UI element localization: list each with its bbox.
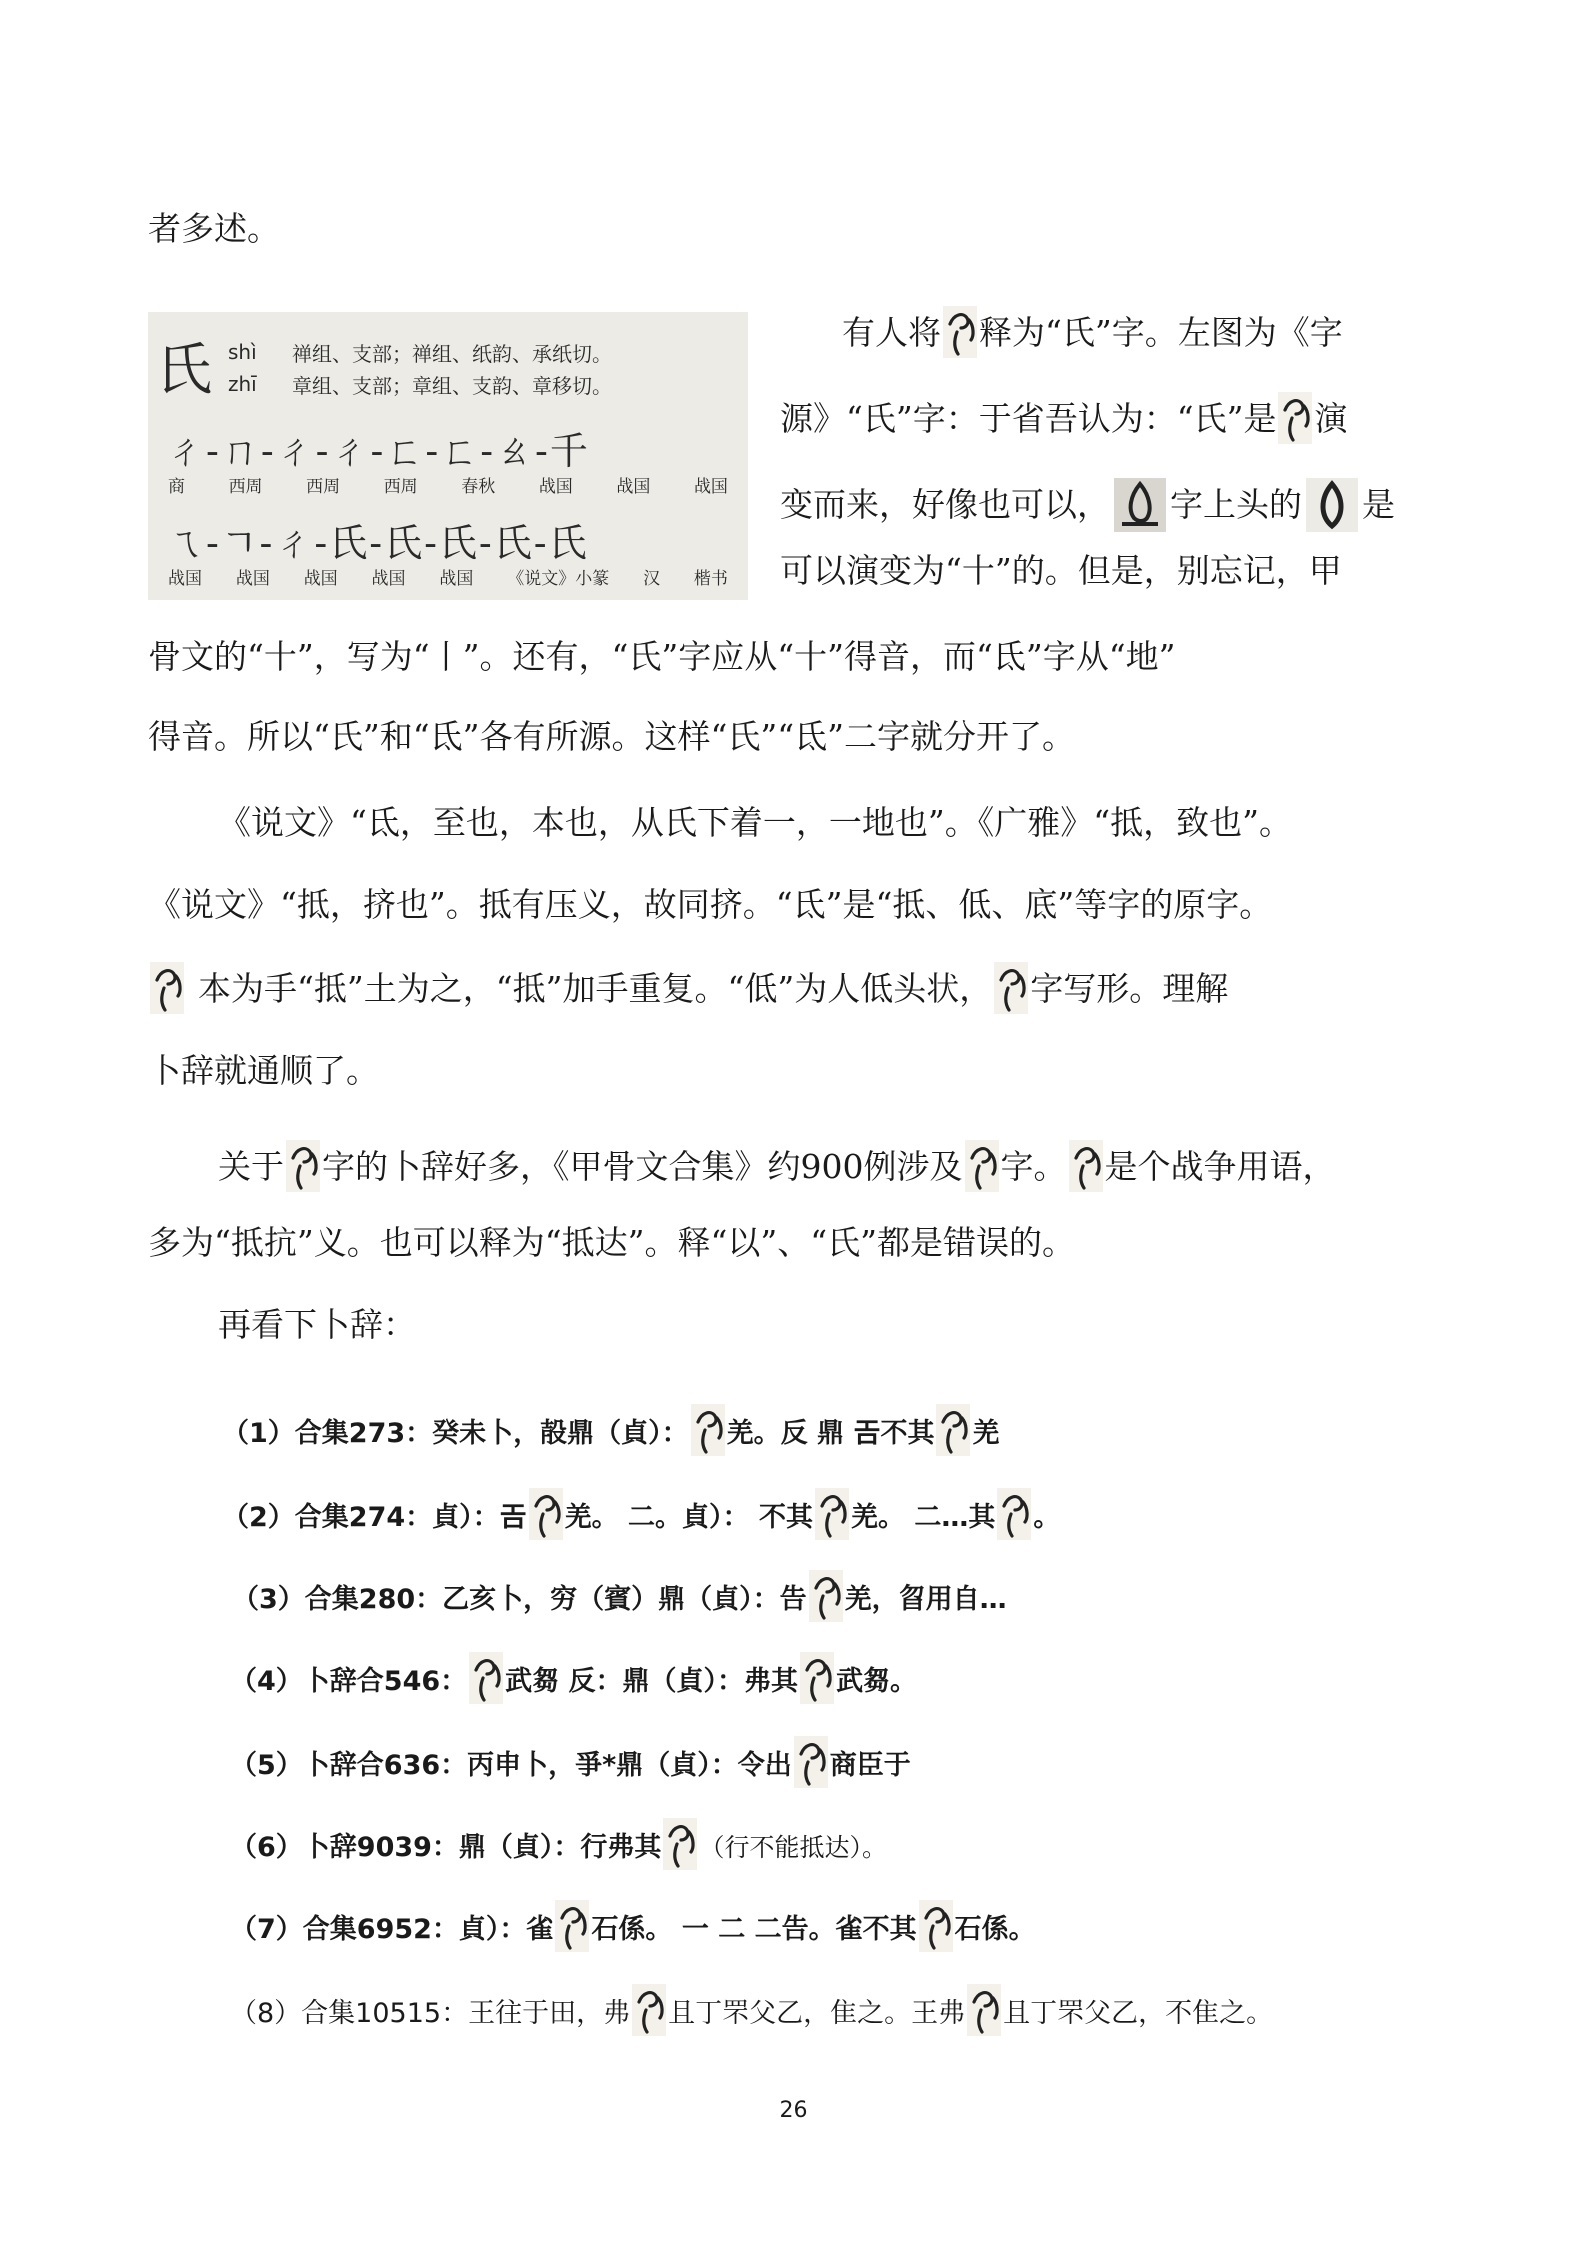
oracle-glyph-icon	[919, 1900, 953, 1952]
oracle-glyph-icon	[815, 1488, 849, 1540]
p3-line-1	[148, 1124, 1438, 1210]
top-line: 者多述。	[148, 209, 280, 248]
example-5	[230, 1736, 911, 1788]
p2-line-1: 《说文》“氐，至也，本也，从氏下着一，一地也”。《广雅》“抵，致也”。	[218, 803, 1292, 842]
p1-line-2	[780, 376, 1438, 462]
text: （6）卜辞9039：鼎（貞）：行弗其	[230, 1832, 662, 1863]
p1-line-1	[780, 290, 1438, 376]
figure-definition-1: 禅组、支部；禅组、纸韵、承纸切。	[292, 342, 612, 366]
oracle-glyph-icon	[936, 1404, 970, 1456]
text: 字的卜辞好多，《甲骨文合集》约900例涉及	[322, 1147, 963, 1186]
text: （行不能抵达）。	[699, 1833, 887, 1862]
text: 字写形。理解	[1030, 969, 1229, 1008]
figure-label: 战国	[235, 569, 270, 589]
text: 羌。反 鼎 𢀛不其	[726, 1418, 935, 1449]
example-1	[222, 1404, 999, 1456]
text: 羌。 二…其	[850, 1502, 996, 1533]
oracle-glyph-icon	[809, 1570, 843, 1622]
figure-label: 战国	[616, 477, 651, 497]
figure-pinyin-1: shì	[228, 340, 257, 364]
text: 商臣于	[829, 1750, 911, 1781]
p2-line-3	[148, 946, 1438, 1032]
oracle-glyph-icon	[1278, 392, 1312, 444]
example-2	[222, 1488, 1060, 1540]
text: 且丁罘父乙，隹之。王弗	[668, 1998, 966, 2029]
p1-line-5: 骨文的“十”，写为“丨”。还有，“氏”字应从“十”得音，而“氐”字从“地”	[148, 637, 1176, 676]
text: 释为“氏”字。左图为《字	[979, 313, 1343, 352]
figure-glyph-row-1: ㄔ-ㄇ-ㄔ-ㄔ-ㄈ-ㄈ-ㄠ-千	[166, 429, 590, 473]
oracle-glyph-icon	[632, 1984, 666, 2036]
text: 羌。 二。貞）： 不其	[564, 1502, 813, 1533]
figure-label: 战国	[371, 569, 406, 589]
oracle-glyph-icon	[529, 1488, 563, 1540]
figure-label: 楷书	[693, 569, 728, 589]
page-number: 26	[779, 2098, 808, 2123]
text: 石係。	[954, 1914, 1036, 1945]
text: 关于	[218, 1147, 284, 1186]
character-origin-figure	[148, 312, 748, 600]
figure-label: 商	[168, 477, 185, 497]
oracle-glyph-icon	[967, 1984, 1001, 2036]
oracle-glyph-icon	[794, 1736, 828, 1788]
p2-line-4: 卜辞就通顺了。	[148, 1051, 379, 1090]
text: （1）合集273：癸未卜，㱿鼎（貞）：	[222, 1418, 689, 1449]
figure-headword: 氏	[156, 338, 212, 403]
figure-label: 战国	[439, 569, 474, 589]
figure-label: 汉	[643, 569, 661, 589]
text: 变而来，好像也可以，	[780, 485, 1110, 524]
figure-label: 战国	[693, 477, 728, 497]
text: 武芻。	[836, 1666, 918, 1697]
text: （5）卜辞合636：丙申卜，爭*鼎（貞）：令出	[230, 1750, 792, 1781]
p4-line: 再看下卜辞：	[218, 1305, 416, 1344]
text: 武芻 反：鼎（貞）：弗其	[505, 1666, 799, 1697]
text: 。	[1033, 1502, 1061, 1533]
oracle-glyph-icon	[1069, 1140, 1103, 1192]
text: （7）合集6952：貞）：雀	[230, 1914, 554, 1945]
example-3	[232, 1570, 1007, 1622]
flame-glyph-icon	[1114, 478, 1166, 532]
figure-label: 西周	[228, 477, 263, 497]
figure-glyph-row-2: ㄟ-ㄱ-ㄔ-氏-氏-氏-氏-氏	[166, 521, 589, 565]
text: （4）卜辞合546：	[230, 1666, 468, 1697]
figure-label: 西周	[306, 477, 341, 497]
text: （2）合集274：貞）：𢀛	[222, 1502, 527, 1533]
oracle-glyph-icon	[691, 1404, 725, 1456]
flame-top-glyph-icon	[1306, 478, 1358, 532]
p3-line-2: 多为“抵抗”义。也可以释为“抵达”。释“以”、“氏”都是错误的。	[148, 1223, 1075, 1262]
figure-label: 战国	[538, 477, 573, 497]
text: 是个战争用语，	[1104, 1147, 1336, 1186]
text: 石係。 一 二 二告。雀不其	[591, 1914, 917, 1945]
figure-label: 春秋	[461, 477, 496, 497]
oracle-glyph-icon	[150, 962, 184, 1014]
text: 羌，㫚用自…	[844, 1584, 1007, 1615]
text: 有人将	[842, 313, 941, 352]
text: 字上头的	[1170, 485, 1302, 524]
oracle-glyph-icon	[469, 1652, 503, 1704]
text: 羌	[972, 1418, 1000, 1449]
text: （3）合集280：乙亥卜，穷（賓）鼎（貞）：告	[232, 1584, 807, 1615]
figure-label-row-2	[168, 564, 728, 589]
example-6	[230, 1818, 887, 1870]
figure-label-row-1	[168, 472, 728, 497]
text: （8）合集10515：王往于田，弗	[230, 1998, 631, 2029]
oracle-glyph-icon	[286, 1140, 320, 1192]
text: 字。	[1000, 1147, 1067, 1186]
oracle-glyph-icon	[800, 1652, 834, 1704]
oracle-glyph-icon	[943, 306, 977, 358]
figure-label: 战国	[168, 569, 202, 589]
figure-label: 《说文》小篆	[507, 569, 610, 589]
oracle-glyph-icon	[965, 1140, 999, 1192]
figure-definition-2: 章组、支部；章组、支韵、章移切。	[292, 374, 612, 398]
p1-line-6: 得音。所以“氏”和“氐”各有所源。这样“氏”“氐”二字就分开了。	[148, 717, 1075, 756]
figure-pinyin-2: zhī	[228, 372, 257, 396]
oracle-glyph-icon	[663, 1818, 697, 1870]
text: 且丁罘父乙，不隹之。	[1003, 1998, 1274, 2029]
figure-label: 战国	[303, 569, 338, 589]
p2-line-2: 《说文》“抵，挤也”。抵有压义，故同挤。“氐”是“抵、低、底”等字的原字。	[148, 885, 1273, 924]
oracle-glyph-icon	[555, 1900, 589, 1952]
text: 源》“氏”字：于省吾认为：“氏”是	[780, 399, 1277, 438]
example-8	[230, 1984, 1273, 2036]
p1-line-4: 可以演变为“十”的。但是，别忘记，甲	[780, 551, 1342, 590]
figure-label: 西周	[383, 477, 418, 497]
text: 演	[1314, 399, 1348, 438]
text: 本为手“抵”土为之，“抵”加手重复。“低”为人低头状，	[198, 969, 993, 1008]
text: 是	[1362, 485, 1395, 524]
oracle-glyph-icon	[994, 962, 1028, 1014]
oracle-glyph-icon	[997, 1488, 1031, 1540]
example-4	[230, 1652, 917, 1704]
example-7	[230, 1900, 1036, 1952]
